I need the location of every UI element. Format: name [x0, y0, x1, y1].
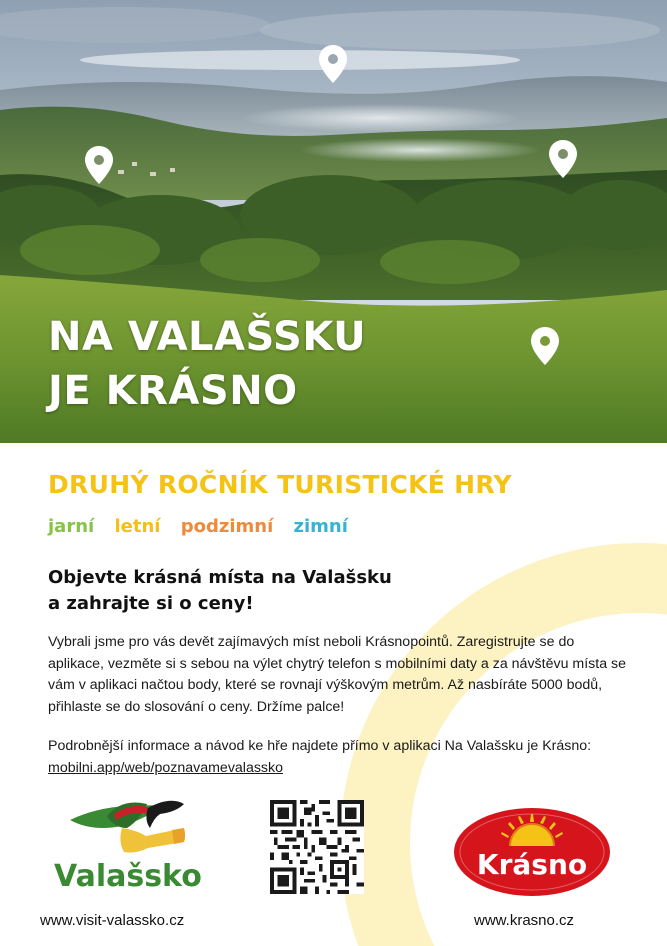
- hero-photo: [0, 0, 667, 443]
- map-pin-icon: [84, 145, 114, 185]
- season-autumn: podzimní: [180, 516, 274, 537]
- krasno-url[interactable]: www.krasno.cz: [474, 912, 575, 929]
- season-spring: jarní: [48, 516, 95, 537]
- map-pin-icon: [548, 139, 578, 179]
- headline-line1: Objevte krásná místa na Valašsku: [48, 567, 392, 588]
- season-list: [48, 516, 362, 537]
- info-paragraph: [48, 736, 608, 779]
- valassko-url[interactable]: www.visit-valassko.cz: [40, 912, 185, 929]
- map-pin-icon: [318, 44, 348, 84]
- game-subtitle: DRUHÝ ROČNÍK TURISTICKÉ HRY: [48, 470, 512, 499]
- season-summer: letní: [114, 516, 161, 537]
- season-winter: zimní: [293, 516, 348, 537]
- valassko-logo: [52, 798, 202, 898]
- app-link[interactable]: mobilni.app/web/poznavamevalassko: [48, 759, 284, 776]
- headline-line2: a zahrajte si o ceny!: [48, 593, 254, 614]
- headline: [48, 565, 468, 617]
- body-paragraph: Vybrali jsme pro vás devět zajímavých míst neboli Krásnopointů. Zaregistrujte se do aplikace, vezměte si s sebou na výlet chytrý telefon s mobilními daty a za návštěvu místa se vám v aplikaci načtou body, které se rovnají výškovým metrům. Až nasbíráte 5000 bodů, přihlaste se do slosování o ceny. Držíme palce!: [48, 634, 627, 715]
- hero-title: [48, 310, 366, 418]
- valassko-logo-text: Valašsko: [54, 859, 202, 894]
- hero-title-line2: JE KRÁSNO: [48, 368, 298, 414]
- qr-code[interactable]: [270, 800, 364, 894]
- hero-title-line1: NA VALAŠSKU: [48, 314, 367, 360]
- krasno-logo-text: Krásno: [476, 848, 588, 881]
- krasno-logo: [452, 806, 612, 898]
- map-pin-icon: [530, 326, 560, 366]
- info-text: Podrobnější informace a návod ke hře najdete přímo v aplikaci Na Valašsku je Krásno:: [48, 738, 592, 754]
